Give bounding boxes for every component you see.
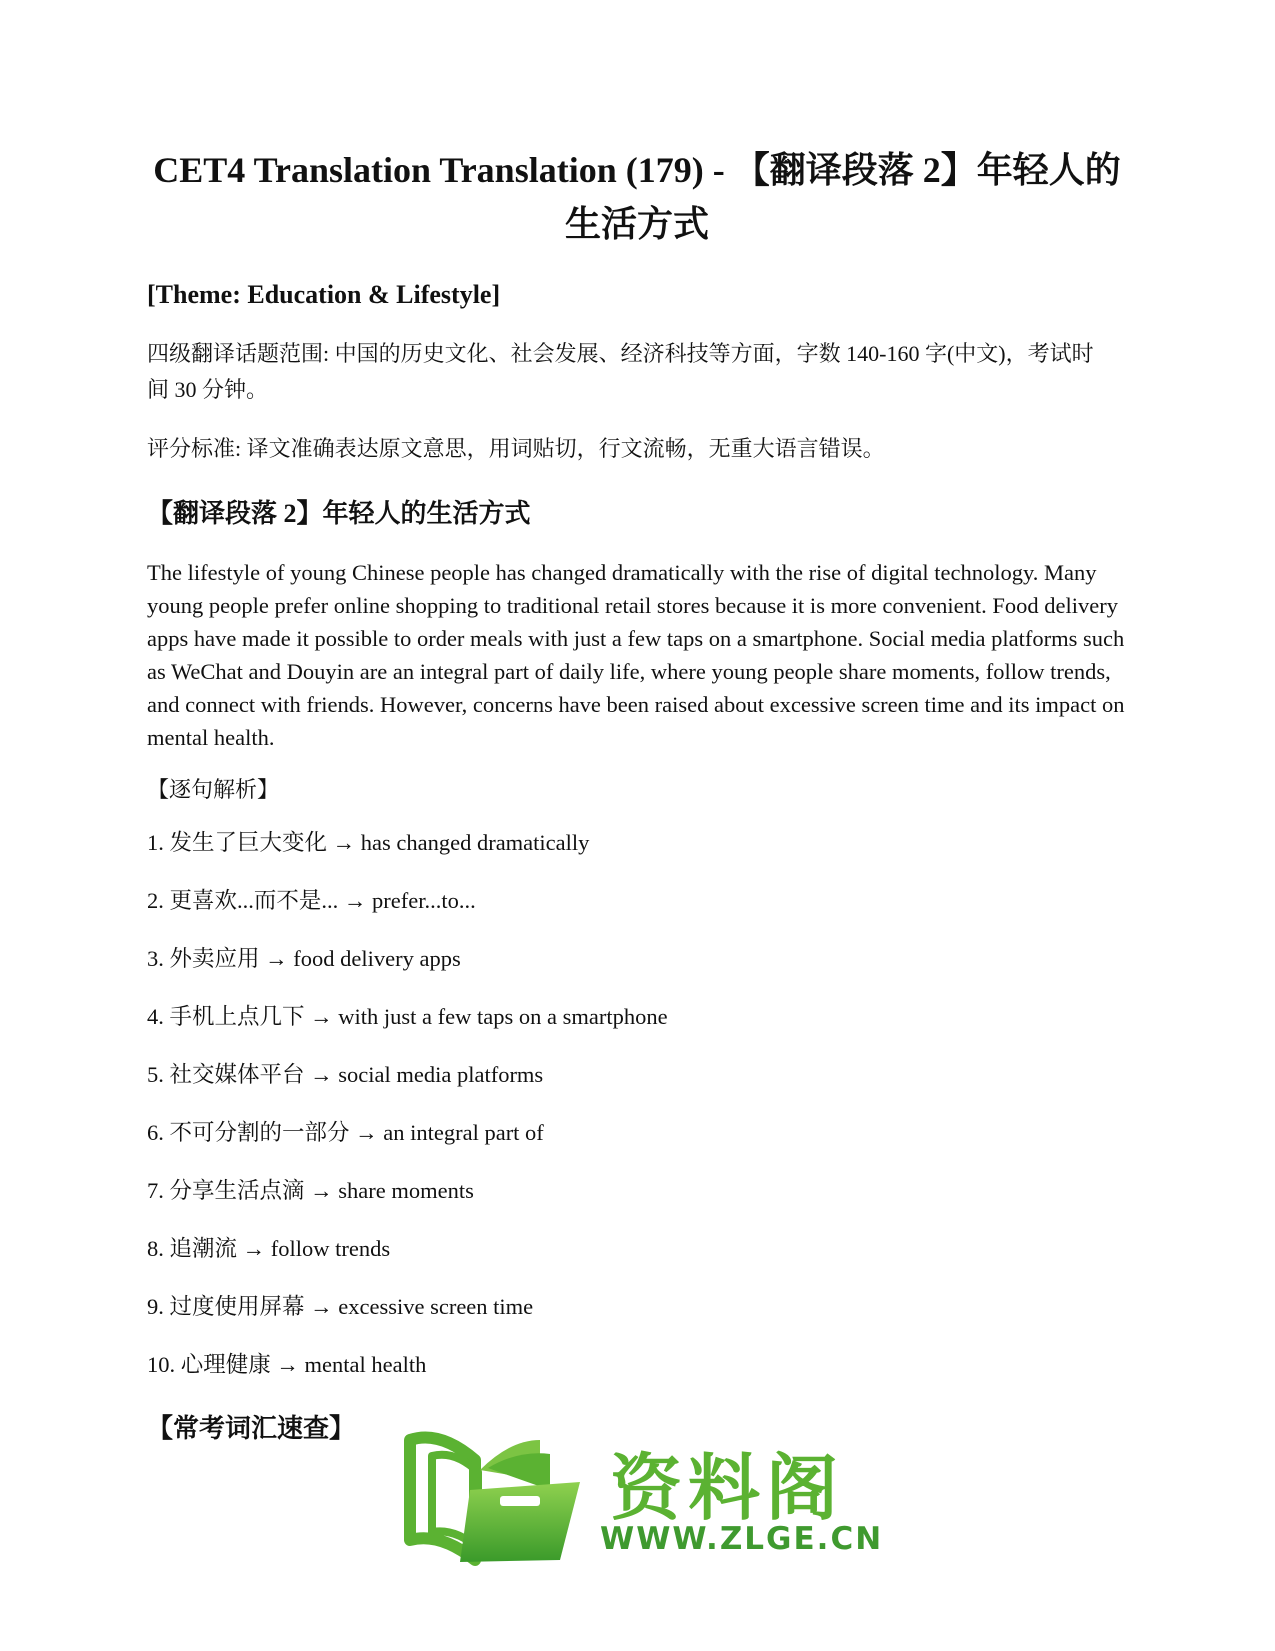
page-title: CET4 Translation Translation (179) - 【翻译段落 2】年轻人的生活方式	[153, 150, 1121, 244]
list-item: 4. 手机上点几下 → with just a few taps on a smartphone	[147, 1004, 668, 1029]
theme-label: [Theme: Education & Lifestyle]	[147, 280, 501, 309]
brand-url: WWW.ZLGE.CN	[600, 1521, 884, 1557]
english-passage: The lifestyle of young Chinese people has changed dramatically with the rise of digital technology. Many young people prefer online shopping to traditional retail stores because it is more convenient. Food delivery apps have made it possible to order meals with just a few taps on a smartphone. Social media platforms such as WeChat and Douyin are an integral part of daily life, where young people share moments, follow trends, and connect with friends. However, concerns have been raised about excessive screen time and its impact on mental health.	[147, 560, 1125, 750]
section-heading: 【翻译段落 2】年轻人的生活方式	[147, 499, 531, 528]
list-item: 8. 追潮流 → follow trends	[147, 1236, 391, 1261]
list-item: 7. 分享生活点滴 → share moments	[147, 1178, 474, 1203]
vocab-heading: 【常考词汇速查】	[147, 1414, 356, 1443]
list-item: 9. 过度使用屏幕 → excessive screen time	[147, 1294, 534, 1319]
list-item: 1. 发生了巨大变化 → has changed dramatically	[147, 830, 590, 855]
topic-range-text: 四级翻译话题范围: 中国的历史文化、社会发展、经济科技等方面，字数 140-160 字(中文)，考试时间 30 分钟。	[147, 341, 1094, 402]
list-item: 2. 更喜欢...而不是... → prefer...to...	[147, 888, 476, 913]
brand-name: 资料阁	[610, 1446, 845, 1530]
analysis-label: 【逐句解析】	[147, 777, 280, 802]
list-item: 5. 社交媒体平台 → social media platforms	[147, 1062, 544, 1087]
list-item: 6. 不可分割的一部分 → an integral part of	[147, 1120, 544, 1145]
phrase-list	[147, 828, 668, 1408]
scoring-criteria-text: 评分标准: 译文准确表达原文意思，用词贴切，行文流畅，无重大语言错误。	[147, 436, 885, 461]
list-item: 3. 外卖应用 → food delivery apps	[147, 946, 461, 971]
list-item: 10. 心理健康 → mental health	[147, 1352, 427, 1377]
book-icon	[400, 1420, 590, 1570]
watermark-logo	[400, 1420, 884, 1570]
